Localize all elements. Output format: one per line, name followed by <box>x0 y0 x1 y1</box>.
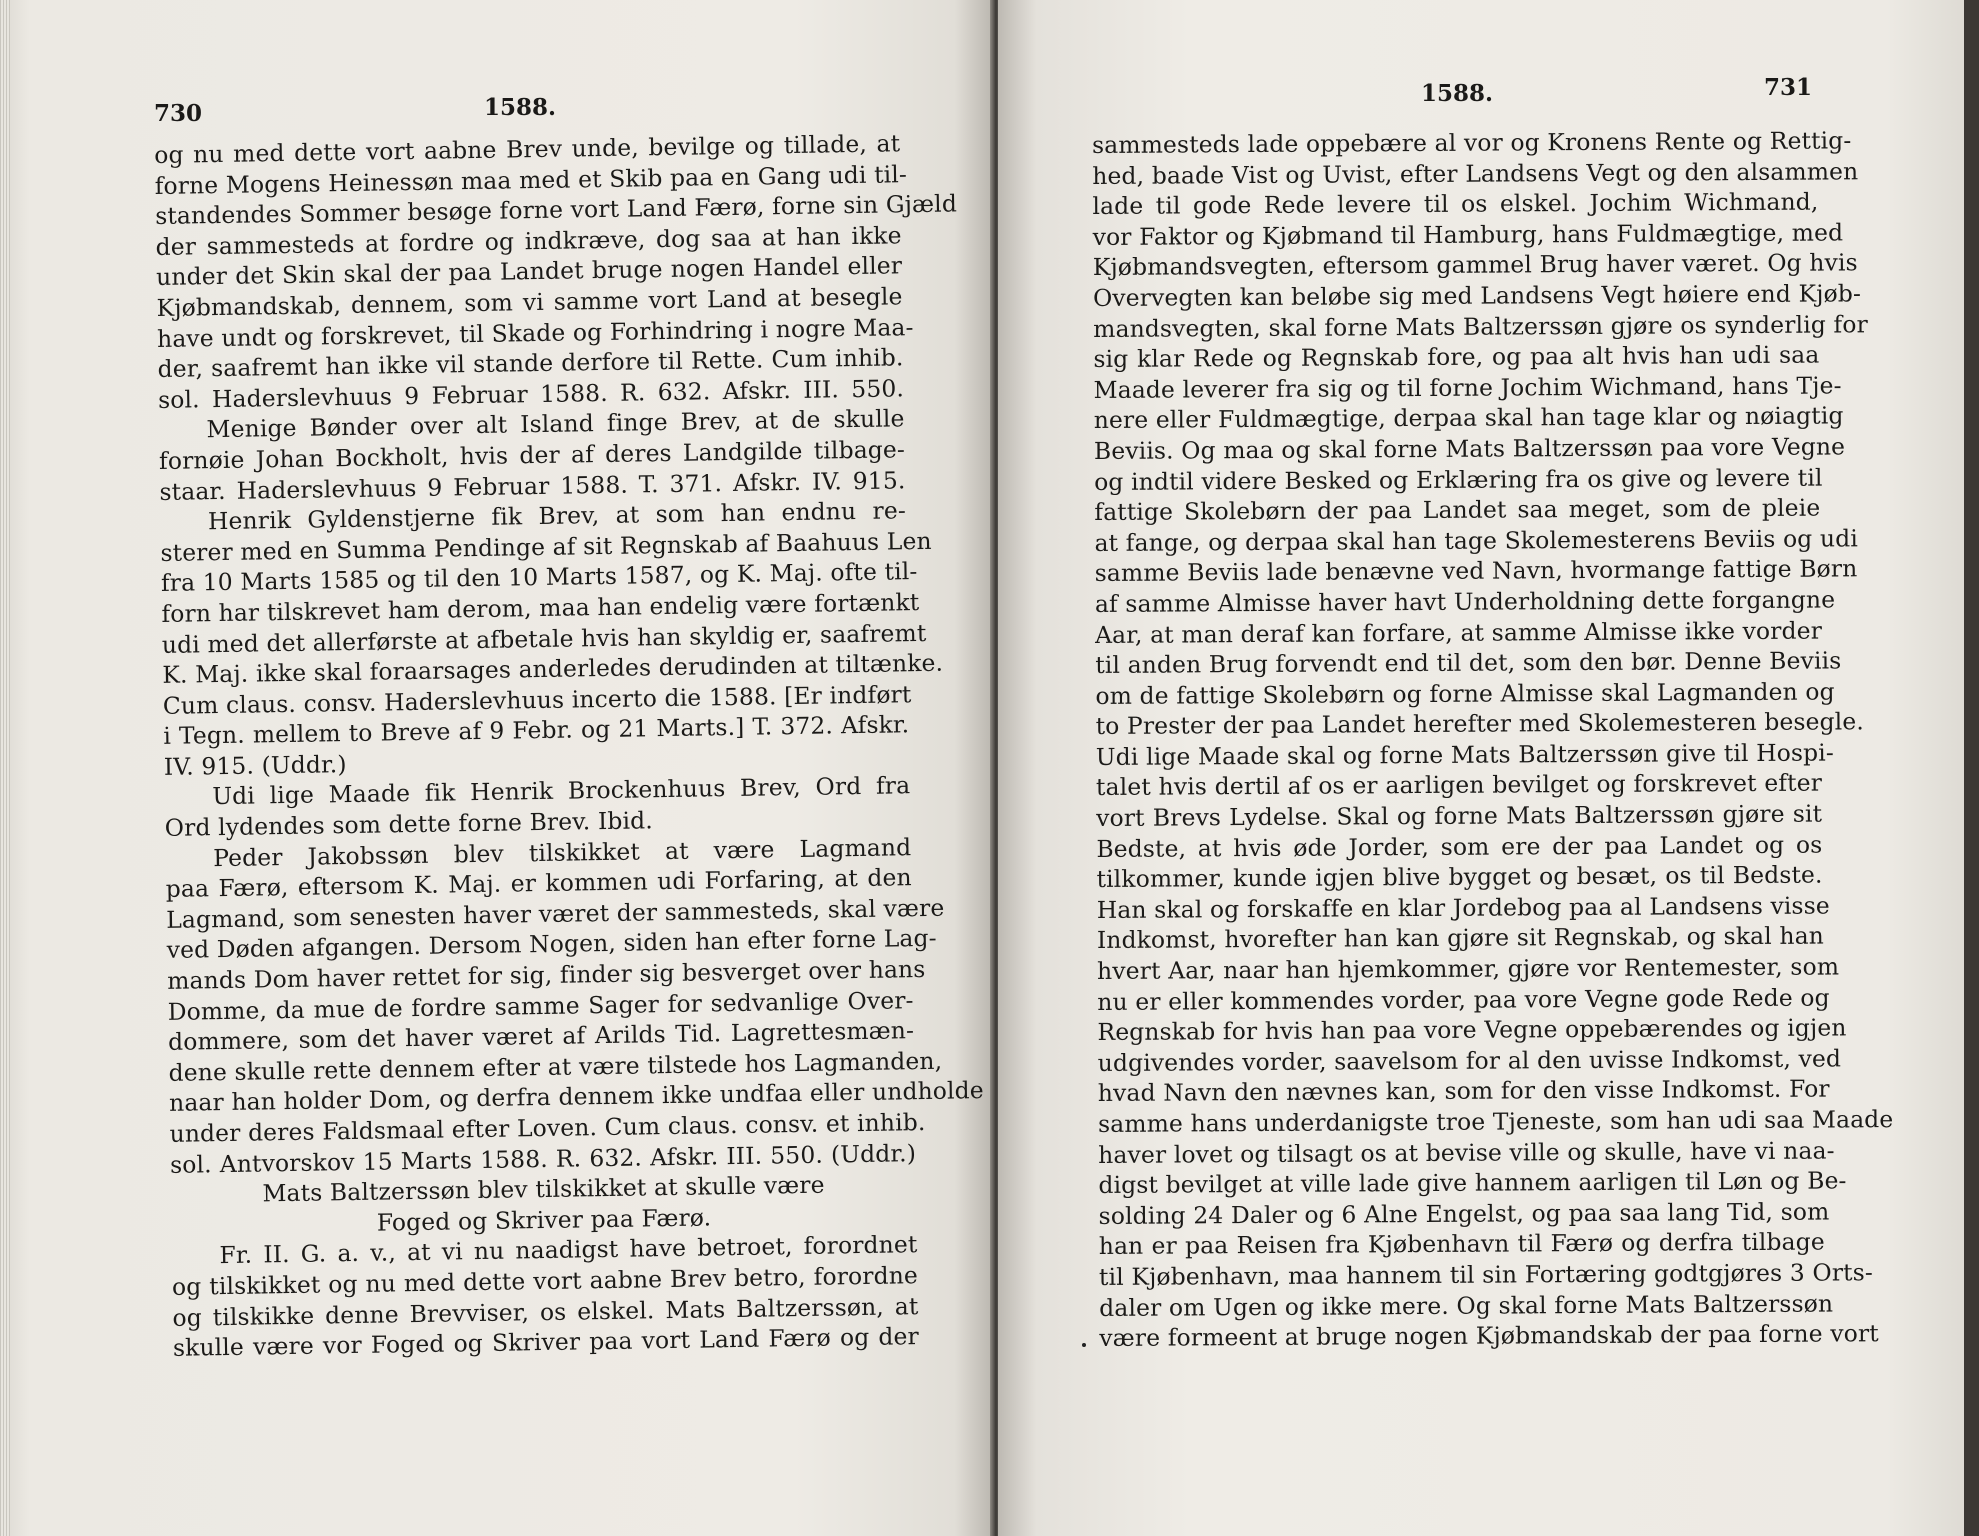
section-heading: Foged og Skriver paa Færø. <box>376 1203 712 1237</box>
text-line: Kjøbmandsvegten, eftersom gammel Brug haver været. Og hvis <box>1092 248 1858 282</box>
text-line: naar han holder Dom, og derfra dennem ikke undfaa eller undholde <box>168 1076 985 1118</box>
text-line: Beviis. Og maa og skal forne Mats Baltzerssøn paa vore Vegne <box>1093 432 1846 465</box>
text-line: Kjøbmandskab, dennem, som vi samme vort Land at besegle <box>156 282 903 322</box>
text-line: hvad Navn den nævnes kan, som for den visse Indkomst. For <box>1097 1074 1830 1108</box>
text-line: Regnskab for hvis han paa vore Vegne oppebærendes og igjen <box>1097 1013 1847 1047</box>
ink-speck <box>1082 1343 1086 1347</box>
text-line: to Prester der paa Landet herefter med Skolemesteren besegle. <box>1095 707 1865 741</box>
section-heading: Mats Baltzerssøn blev tilskikket at skulle være <box>262 1170 825 1208</box>
left-page-year-header: 1588. <box>484 94 557 121</box>
text-line: sammesteds lade oppebære al vor og Kronens Rente og Rettig- <box>1092 126 1852 159</box>
text-line: fra 10 Marts 1585 og til den 10 Marts 1587, og K. Maj. ofte til- <box>160 557 918 598</box>
text-line: vor Faktor og Kjøbmand til Hamburg, hans Fuldmægtige, med <box>1092 218 1844 251</box>
background-edge <box>1964 0 1979 1536</box>
text-line: forn har tilskrevet ham derom, maa han endelig være fortænkt <box>161 587 920 628</box>
page-edge <box>0 0 10 1536</box>
text-line: og indtil videre Besked og Erklæring fra os give og levere til <box>1094 463 1823 496</box>
text-line: mands Dom haver rettet for sig, finder sig besverget over hans <box>166 955 926 995</box>
text-line: mandsvegten, skal forne Mats Baltzerssøn gjøre os synderlig for <box>1093 309 1868 343</box>
text-line: vort Brevs Lydelse. Skal og forne Mats Baltzerssøn gjøre sit <box>1096 799 1823 833</box>
text-line: samme Beviis lade benævne ved Navn, hvormange fattige Børn <box>1094 554 1858 588</box>
text-line: samme hans underdanigste troe Tjeneste, som han udi saa Maade <box>1097 1105 1894 1138</box>
text-line: Maade leverer fra sig og til forne Jochim Wichmand, hans Tje- <box>1093 371 1842 404</box>
right-page-number: 731 <box>1764 74 1813 101</box>
text-line: Ord lydendes som dette forne Brev. Ibid. <box>164 806 654 842</box>
text-line: Han skal og forskaffe en klar Jordebog paa al Landsens visse <box>1096 891 1830 924</box>
text-line: lade til gode Rede levere til os elskel. Jochim Wichmand, <box>1092 187 1819 221</box>
text-line: nu er eller kommendes vorder, paa vore Vegne gode Rede og <box>1097 983 1830 1016</box>
text-line: fattige Skolebørn der paa Landet saa meget, som de pleie <box>1094 493 1821 527</box>
text-line: K. Maj. ikke skal foraarsages anderledes derudinden at tiltænke. <box>162 648 944 690</box>
text-line: Menige Bønder over alt Island finge Brev, at de skulle <box>206 404 905 444</box>
text-line: udgivendes vorder, saavelsom for al den uvisse Indkomst, ved <box>1097 1044 1842 1077</box>
text-line: Aar, at man deraf kan forfare, at samme Almisse ikke vorder <box>1094 616 1823 649</box>
text-line: til anden Brug forvendt end til det, som den bør. Denne Beviis <box>1095 646 1842 680</box>
text-line: fornøie Johan Bockholt, hvis der af deres Landgilde tilbage- <box>158 435 906 475</box>
text-line: af samme Almisse haver havt Underholdning dette forgangne <box>1094 585 1836 618</box>
text-line: Overvegten kan beløbe sig med Landsens Vegt høiere end Kjøb- <box>1092 279 1862 312</box>
text-line: daler om Ugen og ikke mere. Og skal forne Mats Baltzerssøn <box>1099 1289 1834 1322</box>
right-page-year-header: 1588. <box>1421 80 1494 107</box>
text-line: have undt og forskrevet, til Skade og Forhindring i nogre Maa- <box>156 312 914 353</box>
text-line: Henrik Gyldenstjerne fik Brev, at som han endnu re- <box>207 496 907 536</box>
text-line: til Kjøbenhavn, maa hannem til sin Fortæring godtgjøres 3 Orts- <box>1098 1258 1873 1291</box>
right-page <box>998 0 1964 1536</box>
text-line: ved Døden afgangen. Dersom Nogen, siden han efter forne Lag- <box>166 924 937 965</box>
text-line: være formeent at bruge nogen Kjøbmandskab der paa forne vort <box>1099 1319 1879 1353</box>
text-line: forne Mogens Heinessøn maa med et Skib paa en Gang udi til- <box>154 159 908 200</box>
text-line: Cum claus. consv. Haderslevhuus incerto die 1588. [Er indført <box>162 679 912 720</box>
left-page-number: 730 <box>154 100 203 127</box>
text-line: digst bevilget at ville lade give hannem aarligen til Løn og Be- <box>1098 1166 1847 1200</box>
left-page-body <box>154 128 985 1363</box>
text-line: Lagmand, som senesten haver været der sammesteds, skal være <box>166 893 945 934</box>
text-line: dene skulle rette dennem efter at være tilstede hos Lagmanden, <box>168 1046 943 1087</box>
text-line: sig klar Rede og Regnskab fore, og paa alt hvis han udi saa <box>1093 340 1820 374</box>
text-line: sol. Antvorskov 15 Marts 1588. R. 632. Afskr. III. 550. (Uddr.) <box>169 1138 917 1179</box>
right-page-body <box>1092 126 1894 1354</box>
text-line: han er paa Reisen fra Kjøbenhavn til Færø og derfra tilbage <box>1098 1227 1825 1261</box>
text-line: udi med det allerførste at afbetale hvis han skyldig er, saafremt <box>161 618 927 659</box>
text-line: Fr. II. G. a. v., at vi nu naadigst have betroet, forordnet <box>219 1230 918 1270</box>
text-line: haver lovet og tilsagt os at bevise ville og skulle, have vi naa- <box>1098 1136 1835 1169</box>
text-line: tilkommer, kunde igjen blive bygget og besæt, os til Bedste. <box>1096 860 1823 894</box>
text-line: under det Skin skal der paa Landet bruge nogen Handel eller <box>155 251 903 292</box>
text-line: Domme, da mue de fordre samme Sager for sedvanlige Over- <box>167 985 914 1026</box>
text-line: om de fattige Skolebørn og forne Almisse skal Lagmanden og <box>1095 677 1835 710</box>
text-line: staar. Haderslevhuus 9 Februar 1588. T. 371. Afskr. IV. 915. <box>159 465 906 506</box>
text-line: dommere, som det haver været af Arilds Tid. Lagrettesmæn- <box>167 1016 915 1057</box>
text-line: sol. Haderslevhuus 9 Februar 1588. R. 632. Afskr. III. 550. <box>157 374 905 414</box>
text-line: under deres Faldsmaal efter Loven. Cum claus. consv. et inhib. <box>169 1108 926 1148</box>
text-line: skulle være vor Foged og Skriver paa vort Land Færø og der <box>172 1322 920 1363</box>
text-line: hvert Aar, naar han hjemkommer, gjøre vor Rentemester, som <box>1097 952 1840 986</box>
text-line: og nu med dette vort aabne Brev unde, bevilge og tillade, at <box>154 129 901 169</box>
text-line: Bedste, at hvis øde Jorder, som ere der paa Landet og os <box>1096 830 1823 863</box>
text-line: Udi lige Maade skal og forne Mats Baltzerssøn give til Hospi- <box>1095 738 1835 771</box>
text-line: standendes Sommer besøge forne vort Land Færø, forne sin Gjæld <box>154 189 958 231</box>
text-line: der sammesteds at fordre og indkræve, dog saa at han ikke <box>155 221 902 261</box>
text-line: at fange, og derpaa skal han tage Skolemesterens Beviis og udi <box>1094 524 1859 557</box>
text-line: i Tegn. mellem to Breve af 9 Febr. og 21 Marts.] T. 372. Afskr. <box>163 710 910 751</box>
text-line: paa Færø, eftersom K. Maj. er kommen udi Forfaring, at den <box>165 863 912 904</box>
text-line: Udi lige Maade fik Henrik Brockenhuus Brev, Ord fra <box>212 771 911 811</box>
text-line: Peder Jakobssøn blev tilskikket at være Lagmand <box>213 832 912 872</box>
text-line: der, saafremt han ikke vil stande derfore til Rette. Cum inhib. <box>157 343 904 384</box>
text-line: og tilskikket og nu med dette vort aabne Brev betro, forordne <box>171 1261 919 1301</box>
text-line: IV. 915. (Uddr.) <box>163 749 347 781</box>
text-line: Indkomst, hvorefter han kan gjøre sit Regnskab, og skal han <box>1096 921 1825 955</box>
text-line: solding 24 Daler og 6 Alne Engelst, og paa saa lang Tid, som <box>1098 1197 1830 1230</box>
text-line: hed, baade Vist og Uvist, efter Landsens Vegt og den alsammen <box>1092 156 1859 190</box>
text-line: talet hvis dertil af os er aarligen bevilget og forskrevet efter <box>1095 769 1823 802</box>
text-line: sterer med en Summa Pendinge af sit Regnskab af Baahuus Len <box>160 526 932 567</box>
text-line: og tilskikke denne Brevviser, os elskel. Mats Baltzerssøn, at <box>172 1291 919 1332</box>
text-line: nere eller Fuldmægtige, derpaa skal han tage klar og nøiagtig <box>1093 401 1844 435</box>
